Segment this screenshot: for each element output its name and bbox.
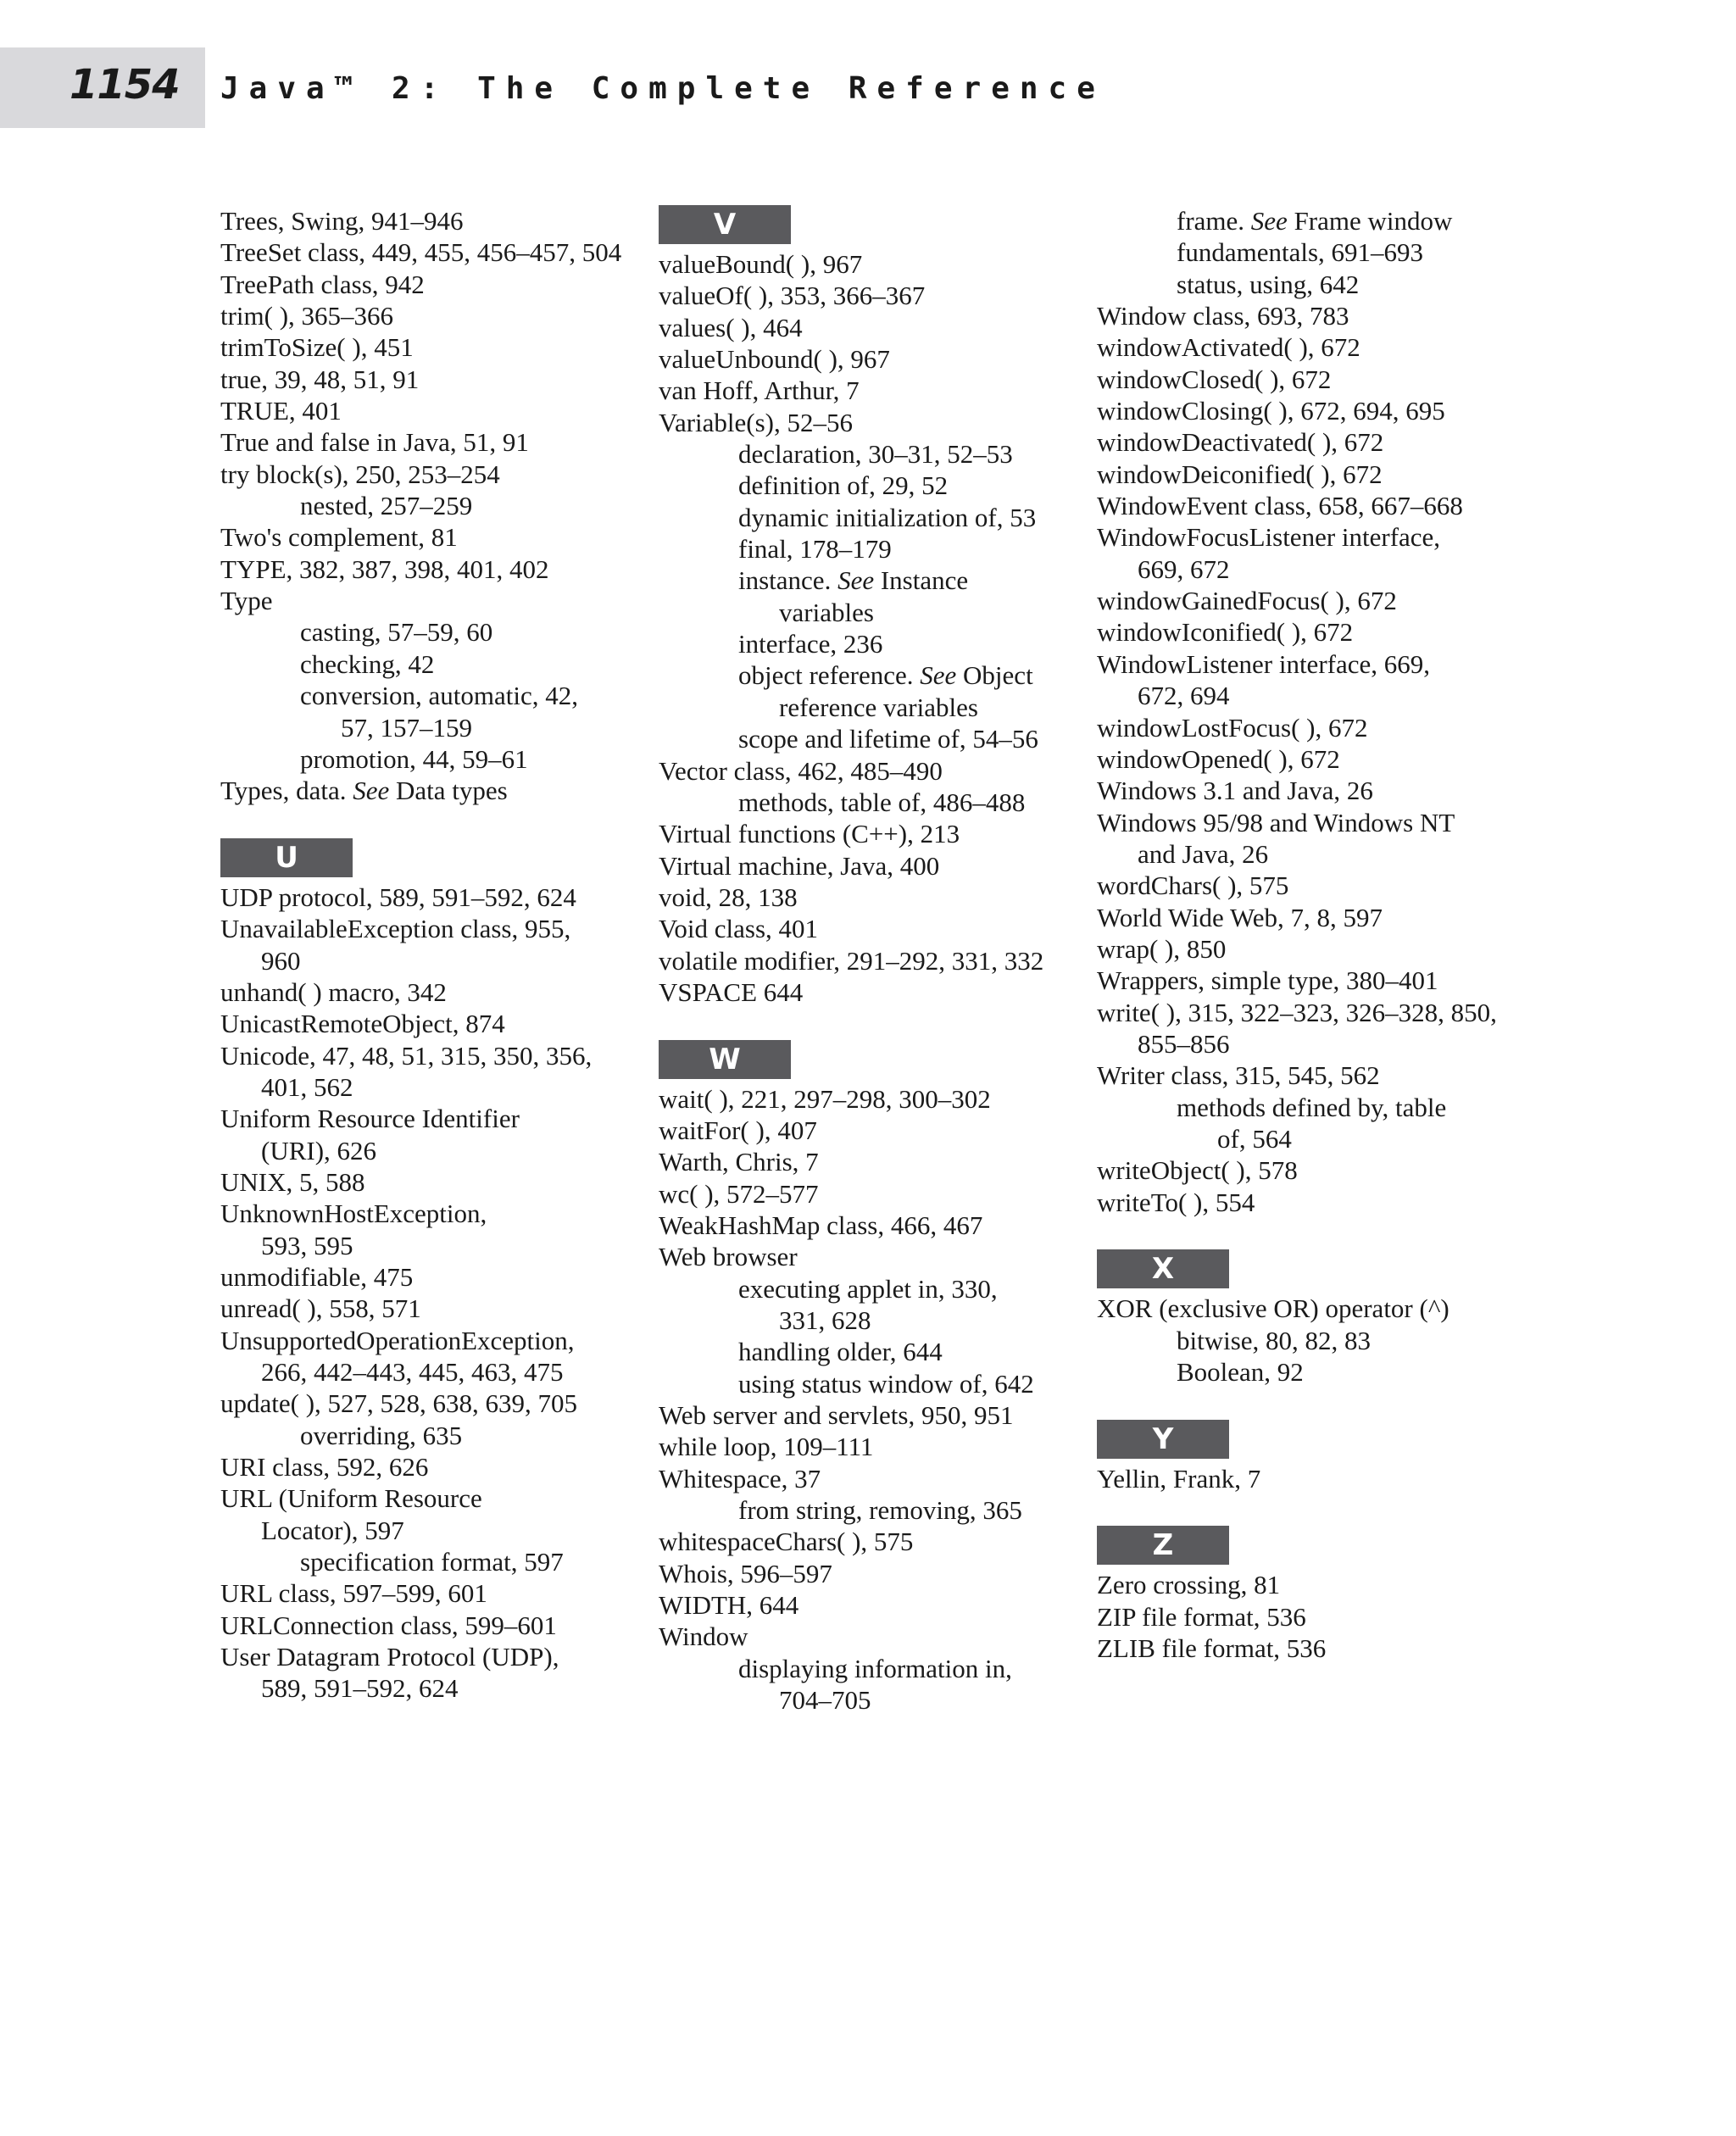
section-letter-x: X: [1097, 1249, 1229, 1288]
index-entry: wrap( ), 850: [1097, 933, 1227, 964]
index-entry: writeTo( ), 554: [1097, 1187, 1255, 1217]
section-spacer: [1097, 1388, 1538, 1419]
index-subentry: handling older, 644: [738, 1337, 943, 1367]
section-letter-v: V: [659, 205, 791, 244]
index-entry: true, 39, 48, 51, 91: [220, 364, 420, 394]
page-number: 1154: [70, 61, 180, 108]
index-entry: URLConnection class, 599–601: [220, 1610, 557, 1640]
index-subentry: methods defined by, table: [1177, 1092, 1447, 1122]
index-entry: VSPACE 644: [659, 976, 804, 1007]
index-entry: Web browser: [659, 1242, 798, 1272]
index-subentry: displaying information in,: [738, 1653, 1012, 1683]
index-subentry: object reference. See Object: [738, 660, 1033, 691]
index-entry: unread( ), 558, 571: [220, 1293, 421, 1324]
index-entry: WindowListener interface, 669,: [1097, 648, 1430, 679]
index-entry: WindowEvent class, 658, 667–668: [1097, 491, 1463, 521]
index-entry: Whitespace, 37: [659, 1463, 821, 1494]
section-letter-z: Z: [1097, 1526, 1229, 1565]
see-reference: See: [837, 565, 875, 596]
index-subentry: 704–705: [779, 1685, 871, 1716]
index-entry: whitespaceChars( ), 575: [659, 1527, 914, 1557]
section-letter-y: Y: [1097, 1420, 1229, 1459]
index-subentry: overriding, 635: [300, 1420, 463, 1450]
index-entry: Warth, Chris, 7: [659, 1147, 819, 1177]
index-subentry: 57, 157–159: [341, 712, 472, 743]
index-entry: User Datagram Protocol (UDP),: [220, 1642, 559, 1672]
index-subentry: status, using, 642: [1177, 269, 1360, 299]
index-subentry: frame. See Frame window: [1177, 206, 1453, 236]
index-subentry: variables: [779, 597, 874, 627]
index-entry: valueOf( ), 353, 366–367: [659, 281, 926, 311]
index-subentry: 266, 442–443, 445, 463, 475: [261, 1357, 564, 1388]
section-spacer: [1097, 1494, 1538, 1526]
index-entry: ZLIB file format, 536: [1097, 1633, 1327, 1664]
index-entry: try block(s), 250, 253–254: [220, 459, 500, 489]
index-entry: Uniform Resource Identifier: [220, 1104, 520, 1134]
index-entry: WindowFocusListener interface,: [1097, 522, 1441, 553]
index-entry: while loop, 109–111: [659, 1432, 874, 1462]
index-entry: Two's complement, 81: [220, 522, 458, 553]
index-subentry: checking, 42: [300, 648, 435, 679]
index-subentry: fundamentals, 691–693: [1177, 237, 1424, 268]
index-entry: UDP protocol, 589, 591–592, 624: [220, 882, 576, 912]
index-entry: True and false in Java, 51, 91: [220, 427, 529, 458]
index-entry: waitFor( ), 407: [659, 1115, 817, 1145]
index-entry: volatile modifier, 291–292, 331, 332: [659, 945, 1044, 976]
index-entry: TRUE, 401: [220, 396, 342, 426]
index-subentry: using status window of, 642: [738, 1368, 1034, 1399]
index-subentry: final, 178–179: [738, 534, 892, 565]
see-reference: See: [920, 660, 957, 691]
index-entry: update( ), 527, 528, 638, 639, 705: [220, 1388, 578, 1419]
index-entry: valueBound( ), 967: [659, 249, 863, 279]
index-entry: URI class, 592, 626: [220, 1452, 429, 1482]
index-subentry: Boolean, 92: [1177, 1357, 1304, 1388]
index-entry: UnavailableException class, 955,: [220, 914, 571, 944]
index-entry: UNIX, 5, 588: [220, 1166, 365, 1197]
index-entry: wait( ), 221, 297–298, 300–302: [659, 1083, 991, 1114]
see-reference: See: [1250, 206, 1288, 236]
index-subentry: casting, 57–59, 60: [300, 617, 493, 648]
index-entry: windowDeactivated( ), 672: [1097, 427, 1384, 458]
section-letter-w: W: [659, 1040, 791, 1079]
index-entry: void, 28, 138: [659, 882, 798, 912]
index-subentry: declaration, 30–31, 52–53: [738, 439, 1013, 470]
section-letter-u: U: [220, 838, 353, 877]
index-column-1: [220, 205, 644, 1705]
index-entry: Unicode, 47, 48, 51, 315, 350, 356,: [220, 1040, 593, 1071]
index-subentry: 331, 628: [779, 1305, 871, 1335]
index-entry: World Wide Web, 7, 8, 597: [1097, 902, 1383, 932]
index-entry: Type: [220, 586, 273, 616]
index-entry: URL (Uniform Resource: [220, 1483, 482, 1514]
index-subentry: 401, 562: [261, 1071, 353, 1102]
index-entry: Window: [659, 1621, 748, 1652]
index-entry: WeakHashMap class, 466, 467: [659, 1210, 983, 1240]
index-entry: writeObject( ), 578: [1097, 1155, 1298, 1186]
index-entry: URL class, 597–599, 601: [220, 1578, 487, 1609]
index-entry: windowDeiconified( ), 672: [1097, 459, 1383, 489]
index-entry: Virtual functions (C++), 213: [659, 819, 960, 849]
index-subentry: bitwise, 80, 82, 83: [1177, 1325, 1372, 1355]
index-entry: Virtual machine, Java, 400: [659, 850, 940, 881]
index-entry: valueUnbound( ), 967: [659, 344, 890, 375]
see-reference: See: [353, 776, 390, 806]
index-subentry: 960: [261, 945, 301, 976]
index-entry: wc( ), 572–577: [659, 1178, 819, 1209]
index-entry: Window class, 693, 783: [1097, 301, 1349, 331]
index-subentry: 593, 595: [261, 1230, 353, 1260]
index-entry: unhand( ) macro, 342: [220, 976, 447, 1007]
section-spacer: [659, 1008, 1082, 1039]
index-entry: TYPE, 382, 387, 398, 401, 402: [220, 553, 549, 584]
index-entry: Windows 3.1 and Java, 26: [1097, 776, 1373, 806]
index-entry: trim( ), 365–366: [220, 301, 394, 331]
index-entry: Windows 95/98 and Windows NT: [1097, 807, 1455, 837]
index-entry: windowLostFocus( ), 672: [1097, 712, 1368, 743]
index-subentry: 855–856: [1138, 1028, 1230, 1059]
index-subentry: promotion, 44, 59–61: [300, 743, 528, 774]
section-spacer: [220, 807, 644, 838]
index-entry: values( ), 464: [659, 312, 803, 342]
index-subentry: and Java, 26: [1138, 838, 1269, 869]
index-subentry: interface, 236: [738, 629, 883, 659]
index-entry: ZIP file format, 536: [1097, 1601, 1306, 1632]
index-entry: windowGainedFocus( ), 672: [1097, 586, 1397, 616]
index-entry: Types, data. See Data types: [220, 776, 508, 806]
index-entry: Void class, 401: [659, 914, 819, 944]
index-entry: windowActivated( ), 672: [1097, 332, 1360, 363]
index-subentry: specification format, 597: [300, 1547, 564, 1577]
index-entry: write( ), 315, 322–323, 326–328, 850,: [1097, 997, 1497, 1027]
index-entry: wordChars( ), 575: [1097, 871, 1289, 901]
index-subentry: methods, table of, 486–488: [738, 787, 1026, 817]
index-entry: XOR (exclusive OR) operator (^): [1097, 1293, 1449, 1324]
running-title: Java™ 2: The Complete Reference: [220, 71, 1105, 106]
index-subentry: (URI), 626: [261, 1135, 377, 1165]
index-entry: trimToSize( ), 451: [220, 332, 414, 363]
index-subentry: from string, removing, 365: [738, 1495, 1022, 1526]
index-column-3: [1097, 205, 1538, 1664]
index-entry: UnicastRemoteObject, 874: [220, 1009, 505, 1039]
index-entry: windowClosed( ), 672: [1097, 364, 1332, 394]
index-entry: windowIconified( ), 672: [1097, 617, 1354, 648]
index-subentry: reference variables: [779, 692, 978, 722]
index-subentry: nested, 257–259: [300, 491, 473, 521]
index-subentry: 589, 591–592, 624: [261, 1673, 459, 1704]
index-column-2: [659, 205, 1082, 1716]
index-entry: Yellin, Frank, 7: [1097, 1463, 1261, 1494]
index-entry: unmodifiable, 475: [220, 1262, 414, 1292]
index-subentry: executing applet in, 330,: [738, 1273, 998, 1304]
index-entry: Zero crossing, 81: [1097, 1570, 1281, 1600]
index-subentry: conversion, automatic, 42,: [300, 681, 578, 711]
index-entry: TreeSet class, 449, 455, 456–457, 504: [220, 237, 622, 268]
index-entry: Vector class, 462, 485–490: [659, 755, 943, 786]
index-entry: van Hoff, Arthur, 7: [659, 375, 860, 406]
index-entry: windowOpened( ), 672: [1097, 743, 1340, 774]
index-subentry: 669, 672: [1138, 553, 1230, 584]
index-entry: Variable(s), 52–56: [659, 407, 853, 437]
index-entry: UnknownHostException,: [220, 1199, 487, 1229]
index-entry: TreePath class, 942: [220, 269, 425, 299]
index-subentry: scope and lifetime of, 54–56: [738, 724, 1038, 754]
index-subentry: Locator), 597: [261, 1515, 404, 1545]
index-entry: Web server and servlets, 950, 951: [659, 1400, 1014, 1431]
index-subentry: 672, 694: [1138, 681, 1230, 711]
index-entry: Writer class, 315, 545, 562: [1097, 1060, 1380, 1091]
index-subentry: dynamic initialization of, 53: [738, 502, 1037, 532]
index-subentry: instance. See Instance: [738, 565, 969, 596]
index-subentry: definition of, 29, 52: [738, 470, 949, 501]
index-entry: Wrappers, simple type, 380–401: [1097, 965, 1438, 996]
index-entry: Whois, 596–597: [659, 1558, 832, 1588]
index-entry: UnsupportedOperationException,: [220, 1325, 575, 1355]
section-spacer: [1097, 1218, 1538, 1249]
index-entry: windowClosing( ), 672, 694, 695: [1097, 396, 1445, 426]
index-subentry: of, 564: [1217, 1123, 1292, 1154]
index-entry: Trees, Swing, 941–946: [220, 206, 464, 236]
index-entry: WIDTH, 644: [659, 1590, 799, 1621]
